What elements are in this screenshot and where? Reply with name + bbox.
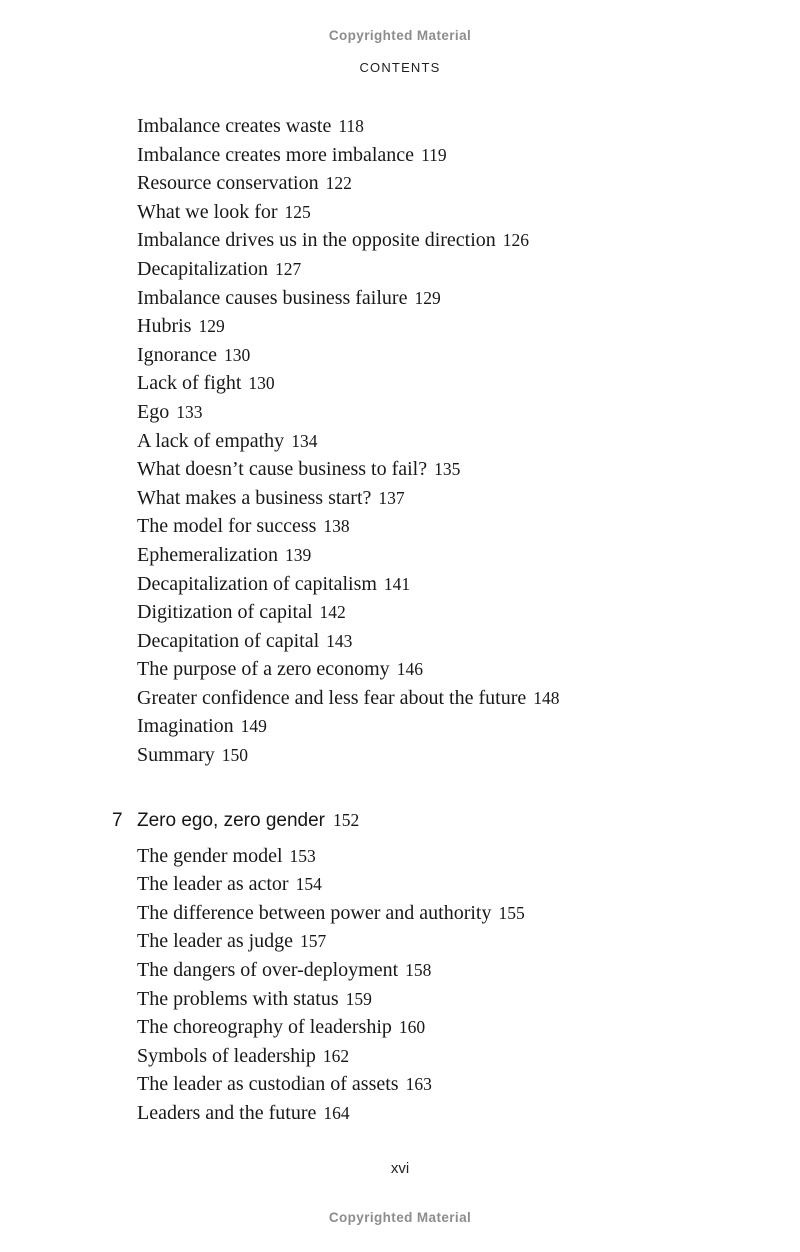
toc-entry [137, 570, 697, 599]
toc-entry-page-number: 119 [421, 144, 447, 165]
toc-entry-page-number: 146 [396, 659, 423, 680]
chapter-number: 7 [112, 809, 123, 831]
toc-entry [137, 484, 697, 513]
copyright-notice-bottom: Copyrighted Material [328, 1210, 472, 1225]
toc-entry-title: The choreography of leadership [137, 1016, 392, 1039]
toc-entry-title: Decapitalization of capitalism [137, 572, 377, 595]
toc-entry-title: Ignorance [137, 343, 217, 366]
toc-entry-page-number: 163 [405, 1074, 432, 1095]
toc-entry-page-number: 129 [198, 316, 225, 337]
toc-entry [137, 927, 697, 956]
toc-entry-title: Digitization of capital [137, 601, 313, 624]
toc-entry [137, 512, 697, 541]
toc-entry [137, 1042, 697, 1071]
toc-entry-page-number: 143 [326, 630, 353, 651]
toc-entry [137, 712, 697, 741]
toc-entry-page-number: 122 [325, 173, 352, 194]
toc-entry-page-number: 160 [398, 1017, 426, 1038]
toc-entry-page-number: 130 [248, 373, 275, 394]
toc-entry-page-number: 118 [338, 116, 364, 136]
toc-entry [137, 985, 697, 1014]
toc-entry-page-number: 149 [240, 716, 267, 737]
toc-entry-title: The purpose of a zero economy [137, 658, 390, 681]
toc-section-chapter7-items [137, 842, 697, 1128]
toc-entry-title: What we look for [137, 200, 278, 223]
toc-entry-page-number: 125 [284, 201, 311, 222]
toc-entry [137, 169, 697, 198]
toc-entry-title: Decapitalization [137, 257, 269, 280]
toc-entry [137, 956, 697, 985]
toc-entry-title: A lack of empathy [137, 429, 285, 452]
table-of-contents [112, 112, 697, 1128]
toc-entry-title: The model for success [137, 515, 317, 538]
copyright-notice-top: Copyrighted Material [328, 28, 472, 43]
toc-entry-page-number: 127 [275, 258, 302, 279]
toc-entry [137, 455, 697, 484]
toc-entry-page-number: 162 [322, 1045, 350, 1066]
toc-entry [137, 1013, 697, 1042]
toc-entry-title: The dangers of over-deployment [137, 959, 399, 982]
toc-entry-title: Lack of fight [137, 372, 242, 395]
toc-entry [137, 341, 697, 370]
toc-entry-page-number: 138 [323, 516, 350, 537]
toc-entry-title: Resource conservation [137, 172, 319, 195]
toc-entry [137, 1099, 697, 1128]
toc-entry-page-number: 130 [223, 344, 251, 365]
toc-entry-title: The difference between power and authority [137, 901, 492, 924]
toc-entry [137, 598, 697, 627]
toc-section-chapter6-items [137, 112, 697, 770]
toc-entry-title: What makes a business start? [137, 486, 372, 509]
toc-entry-title: Imbalance creates waste [137, 115, 332, 137]
toc-entry [137, 655, 697, 684]
toc-entry-title: Ephemeralization [137, 543, 279, 566]
toc-entry [137, 226, 697, 255]
toc-entry-title: The gender model [137, 844, 283, 867]
toc-entry-title: Imbalance causes business failure [137, 286, 408, 309]
chapter-title: Zero ego, zero gender [137, 809, 326, 831]
toc-entry-page-number: 129 [414, 287, 441, 308]
toc-entry-page-number: 157 [300, 931, 327, 952]
toc-entry-title: Ego [137, 400, 170, 423]
folio-page-number: xvi [390, 1160, 410, 1177]
toc-entry [137, 141, 697, 170]
toc-entry [137, 684, 697, 713]
toc-entry [137, 198, 697, 227]
toc-entry-title: The problems with status [137, 987, 339, 1010]
toc-entry [137, 112, 697, 141]
toc-entry-page-number: 135 [434, 459, 461, 480]
toc-entry [137, 870, 697, 899]
toc-entry-page-number: 137 [378, 487, 405, 508]
toc-entry-title: Symbols of leadership [137, 1044, 316, 1067]
toc-entry [137, 842, 697, 871]
toc-entry [137, 899, 697, 928]
toc-entry-page-number: 139 [285, 544, 312, 565]
toc-entry-title: Imagination [137, 715, 234, 738]
toc-entry-page-number: 159 [345, 988, 372, 1009]
toc-entry-page-number: 142 [319, 602, 346, 623]
toc-entry-page-number: 164 [323, 1103, 350, 1123]
toc-entry-title: Imbalance creates more imbalance [137, 143, 415, 166]
toc-entry-title: Leaders and the future [137, 1102, 317, 1124]
toc-entry [137, 1070, 697, 1099]
toc-entry-page-number: 158 [405, 960, 432, 981]
toc-entry-title: The leader as judge [137, 930, 294, 953]
toc-entry-title: Greater confidence and less fear about the future [137, 686, 527, 709]
toc-entry-title: Imbalance drives us in the opposite direction [137, 229, 496, 252]
toc-entry-page-number: 148 [533, 687, 560, 708]
toc-entry-page-number: 134 [291, 430, 318, 451]
toc-entry-title: The leader as custodian of assets [137, 1073, 399, 1096]
toc-entry-title: The leader as actor [137, 873, 289, 896]
toc-entry [137, 312, 697, 341]
chapter-page-number: 152 [333, 809, 360, 830]
page-title: CONTENTS [359, 60, 441, 75]
toc-entry-title: Hubris [137, 315, 192, 338]
toc-entry-page-number: 133 [176, 401, 203, 422]
toc-entry-page-number: 141 [383, 573, 411, 594]
chapter-heading [112, 806, 697, 835]
toc-entry [137, 741, 697, 770]
toc-entry [137, 255, 697, 284]
toc-entry-page-number: 153 [289, 845, 316, 866]
toc-entry-page-number: 154 [295, 874, 322, 895]
toc-entry [137, 541, 697, 570]
toc-entry-title: What doesn’t cause business to fail? [137, 458, 428, 481]
toc-entry [137, 398, 697, 427]
toc-entry [137, 627, 697, 656]
toc-entry [137, 427, 697, 456]
toc-entry [137, 369, 697, 398]
toc-entry [137, 284, 697, 313]
toc-entry-page-number: 155 [498, 902, 525, 923]
toc-entry-page-number: 126 [502, 230, 530, 251]
toc-entry-page-number: 150 [221, 745, 249, 766]
toc-entry-title: Decapitation of capital [137, 629, 320, 652]
toc-entry-title: Summary [137, 744, 215, 767]
